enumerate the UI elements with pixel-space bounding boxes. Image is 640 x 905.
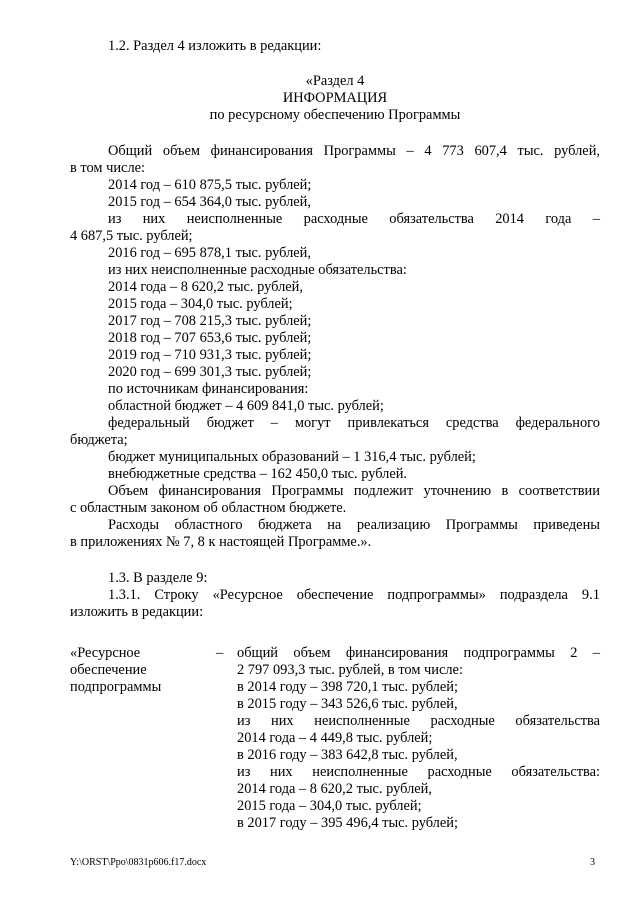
- word: подпрограммы»: [387, 587, 486, 603]
- word: соответствии: [518, 483, 600, 499]
- word: 2: [570, 645, 578, 661]
- word: Программы: [271, 483, 344, 499]
- year-2020-line: 2020 год – 699 301,3 тыс. рублей;: [108, 364, 312, 380]
- table-right-line-6: 2014 года – 4 449,8 тыс. рублей;: [237, 730, 433, 746]
- word: реализацию: [356, 517, 431, 533]
- word: них: [270, 764, 293, 780]
- word: общий: [237, 645, 279, 661]
- word: областного: [174, 517, 243, 533]
- year-2018-line: 2018 год – 707 653,6 тыс. рублей;: [108, 330, 312, 346]
- word: средства: [445, 415, 499, 431]
- word: приведены: [533, 517, 600, 533]
- word: расходные: [303, 211, 368, 227]
- table-left-label-2: обеспечение: [70, 662, 147, 678]
- word: финансирования: [158, 483, 261, 499]
- item-1-3-1-line-2: изложить в редакции:: [70, 604, 204, 620]
- word: неисполненные: [186, 211, 283, 227]
- word: из: [237, 764, 251, 780]
- table-dash: –: [216, 645, 224, 661]
- table-right-line-1: [237, 645, 600, 662]
- year-2019-line: 2019 год – 710 931,3 тыс. рублей;: [108, 347, 312, 363]
- municipal-budget-line: бюджет муниципальных образований – 1 316,4 тыс. рублей;: [108, 449, 476, 465]
- word: Программы: [323, 143, 396, 159]
- word: на: [327, 517, 342, 533]
- word: –: [270, 415, 278, 431]
- expenses-paragraph-line: [108, 517, 600, 534]
- table-right-line-3: в 2014 году – 398 720,1 тыс. рублей;: [237, 679, 458, 695]
- total-financing-line: [108, 143, 600, 160]
- word: них: [271, 713, 294, 729]
- word: расходные: [430, 713, 495, 729]
- word: в: [501, 483, 509, 499]
- table-left-label-1: «Ресурсное: [70, 645, 141, 661]
- word: подлежит: [353, 483, 414, 499]
- word: бюджета: [258, 517, 312, 533]
- word: Объем: [108, 483, 149, 499]
- federal-budget-line-2: бюджета;: [70, 432, 128, 448]
- unfulfilled-obligations-2-line: из них неисполненные расходные обязательства:: [108, 262, 407, 278]
- table-right-line-2: 2 797 093,3 тыс. рублей, в том числе:: [237, 662, 463, 678]
- word: обязательства: [515, 713, 600, 729]
- word: года: [545, 211, 572, 227]
- word: 4: [424, 143, 432, 159]
- word: подраздела: [499, 587, 568, 603]
- table-right-line-10: 2015 года – 304,0 тыс. рублей;: [237, 798, 422, 814]
- year-2017-line: 2017 год – 708 215,3 тыс. рублей;: [108, 313, 312, 329]
- word: –: [406, 143, 414, 159]
- unfulfilled-obligations-line: [108, 211, 600, 228]
- word: «Ресурсное: [212, 587, 283, 603]
- table-right-line-4: в 2015 году – 343 526,6 тыс. рублей,: [237, 696, 458, 712]
- year-2014-line: 2014 год – 610 875,5 тыс. рублей;: [108, 177, 312, 193]
- word: из: [108, 211, 122, 227]
- word: из: [237, 713, 251, 729]
- word: федерального: [515, 415, 600, 431]
- word: обязательства: [389, 211, 474, 227]
- word: финансирования: [345, 645, 449, 661]
- funding-sources-line: по источникам финансирования:: [108, 381, 309, 397]
- word: –: [592, 645, 600, 661]
- word: федеральный: [108, 415, 190, 431]
- word: расходные: [427, 764, 492, 780]
- word: Программы: [445, 517, 518, 533]
- table-right-line-7: в 2016 году – 383 642,8 тыс. рублей,: [237, 747, 458, 763]
- word: подпрограммы: [463, 645, 555, 661]
- volume-paragraph-line: [108, 483, 600, 500]
- item-1-3-1-line: [108, 587, 600, 604]
- word: объем: [162, 143, 200, 159]
- word: 9.1: [581, 587, 600, 603]
- footer-file-path: Y:\ORST\Ppo\0831p606.f17.docx: [70, 857, 207, 868]
- table-right-line-5: [237, 713, 600, 730]
- word: них: [142, 211, 166, 227]
- table-right-line-9: 2014 года – 8 620,2 тыс. рублей,: [237, 781, 432, 797]
- expenses-paragraph-line-2: в приложениях № 7, 8 к настоящей Программе.».: [70, 534, 372, 550]
- unfulfilled-2015-line: 2015 года – 304,0 тыс. рублей;: [108, 296, 293, 312]
- item-1-2: 1.2. Раздел 4 изложить в редакции:: [108, 38, 322, 54]
- volume-paragraph-line-2: с областным законом об областном бюджете.: [70, 500, 347, 516]
- word: 607,4: [474, 143, 507, 159]
- extrabudgetary-line: внебюджетные средства – 162 450,0 тыс. рублей.: [108, 466, 408, 482]
- table-right-line-8: [237, 764, 600, 781]
- word: привлекаться: [347, 415, 429, 431]
- footer-page-number: 3: [590, 857, 595, 868]
- section-heading: «Раздел 4: [305, 73, 365, 89]
- regional-budget-line: областной бюджет – 4 609 841,0 тыс. рублей;: [108, 398, 384, 414]
- word: уточнению: [423, 483, 492, 499]
- table-left-label-3: подпрограммы: [70, 679, 162, 695]
- unfulfilled-obligations-line-2: 4 687,5 тыс. рублей;: [70, 228, 193, 244]
- year-2015-line: 2015 год – 654 364,0 тыс. рублей,: [108, 194, 311, 210]
- word: бюджет: [206, 415, 254, 431]
- item-1-3: 1.3. В разделе 9:: [108, 570, 208, 586]
- word: обязательства:: [511, 764, 600, 780]
- word: –: [592, 211, 600, 227]
- word: 773: [442, 143, 464, 159]
- word: Строку: [154, 587, 199, 603]
- word: обеспечение: [296, 587, 374, 603]
- table-right-line-11: в 2017 году – 395 496,4 тыс. рублей;: [237, 815, 458, 831]
- unfulfilled-2014-line: 2014 года – 8 620,2 тыс. рублей,: [108, 279, 303, 295]
- word: финансирования: [210, 143, 313, 159]
- word: 2014: [495, 211, 524, 227]
- word: Общий: [108, 143, 153, 159]
- year-2016-line: 2016 год – 695 878,1 тыс. рублей,: [108, 245, 311, 261]
- section-subtitle: по ресурсному обеспечению Программы: [209, 107, 461, 123]
- word: тыс.: [517, 143, 544, 159]
- word: объем: [293, 645, 331, 661]
- word: неисполненные: [312, 764, 408, 780]
- word: Расходы: [108, 517, 160, 533]
- word: неисполненные: [314, 713, 410, 729]
- federal-budget-line: [108, 415, 600, 432]
- word: рублей,: [554, 143, 600, 159]
- section-title: ИНФОРМАЦИЯ: [282, 90, 388, 106]
- word: 1.3.1.: [108, 587, 141, 603]
- word: могут: [294, 415, 331, 431]
- total-financing-line-2: в том числе:: [70, 160, 146, 176]
